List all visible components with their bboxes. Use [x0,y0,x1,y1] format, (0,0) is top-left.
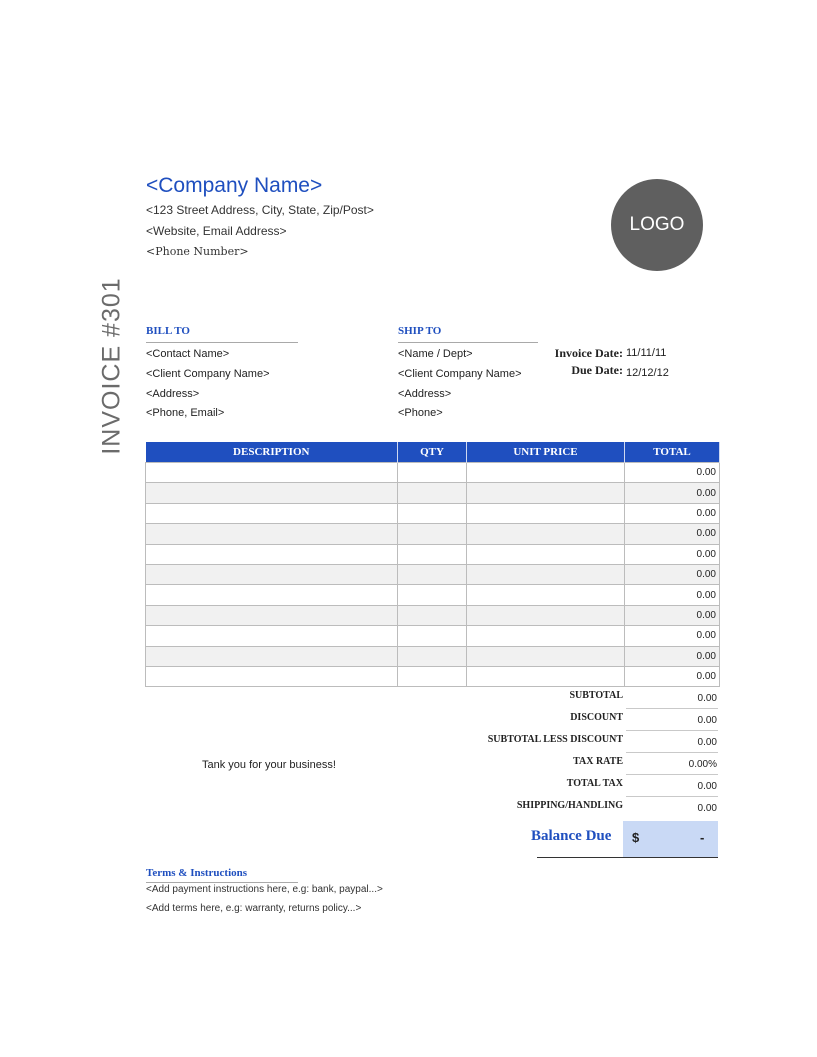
cell-unit-price[interactable] [467,666,625,686]
logo [611,179,703,271]
subtotal-less-discount-value: 0.00 [697,737,717,748]
bill-to-heading: BILL TO [146,325,298,343]
cell-total: 0.00 [625,605,720,625]
cell-description[interactable] [146,503,398,523]
table-row [146,483,720,503]
invoice-date-label: Invoice Date: [554,346,623,360]
cell-description[interactable] [146,626,398,646]
tax-rate-label: TAX RATE [573,756,623,767]
thank-you-note: Tank you for your business! [202,759,336,771]
cell-qty[interactable] [398,463,467,483]
terms-heading: Terms & Instructions [146,867,298,883]
shipping-handling-value[interactable]: 0.00 [697,803,717,814]
cell-total: 0.00 [625,585,720,605]
cell-qty[interactable] [398,564,467,584]
summary-divider [626,796,718,797]
discount-value[interactable]: 0.00 [697,715,717,726]
subtotal-less-discount-label: SUBTOTAL LESS DISCOUNT [487,734,623,745]
balance-amount: - [700,830,705,845]
cell-description[interactable] [146,646,398,666]
balance-underline [537,857,623,858]
cell-qty[interactable] [398,626,467,646]
total-tax-value: 0.00 [697,781,717,792]
due-date-value: 12/12/12 [626,367,669,379]
column-header-description: DESCRIPTION [146,442,398,463]
cell-unit-price[interactable] [467,544,625,564]
cell-total: 0.00 [625,483,720,503]
table-row [146,646,720,666]
shipping-handling-label: SHIPPING/HANDLING [516,800,623,811]
cell-total: 0.00 [625,666,720,686]
discount-label: DISCOUNT [570,712,623,723]
ship-to-line: <Name / Dept> [398,348,473,360]
cell-qty[interactable] [398,544,467,564]
due-date-label: Due Date: [571,363,623,377]
company-web-email: <Website, Email Address> [146,224,287,238]
cell-qty[interactable] [398,524,467,544]
bill-to-line: <Client Company Name> [146,368,270,380]
cell-description[interactable] [146,585,398,605]
table-row [146,666,720,686]
cell-qty[interactable] [398,585,467,605]
logo-text: LOGO [629,214,685,235]
total-tax-label: TOTAL TAX [566,778,623,789]
cell-qty[interactable] [398,483,467,503]
column-header-total: TOTAL [625,442,720,463]
cell-description[interactable] [146,483,398,503]
cell-unit-price[interactable] [467,585,625,605]
cell-unit-price[interactable] [467,483,625,503]
company-name: <Company Name> [146,174,323,197]
summary-divider [626,730,718,731]
items-table [145,442,720,687]
ship-to-line: <Address> [398,388,452,400]
ship-to-line: <Client Company Name> [398,368,522,380]
summary-divider [626,752,718,753]
table-row [146,585,720,605]
company-address: <123 Street Address, City, State, Zip/Post> [146,203,374,217]
cell-unit-price[interactable] [467,605,625,625]
cell-total: 0.00 [625,503,720,523]
balance-currency: $ [632,830,640,845]
ship-to-line: <Phone> [398,407,443,419]
table-header-row [146,442,720,463]
table-row [146,544,720,564]
cell-total: 0.00 [625,564,720,584]
summary-divider [626,774,718,775]
cell-description[interactable] [146,544,398,564]
cell-total: 0.00 [625,524,720,544]
table-row [146,626,720,646]
bill-to-line: <Address> [146,388,200,400]
cell-qty[interactable] [398,646,467,666]
cell-unit-price[interactable] [467,646,625,666]
cell-unit-price[interactable] [467,503,625,523]
cell-total: 0.00 [625,626,720,646]
terms-line: <Add terms here, e.g: warranty, returns policy...> [146,903,362,914]
table-row [146,524,720,544]
cell-total: 0.00 [625,463,720,483]
summary-divider [626,708,718,709]
cell-qty[interactable] [398,605,467,625]
ship-to-heading: SHIP TO [398,325,538,343]
cell-description[interactable] [146,463,398,483]
cell-qty[interactable] [398,503,467,523]
cell-description[interactable] [146,666,398,686]
cell-total: 0.00 [625,544,720,564]
cell-unit-price[interactable] [467,463,625,483]
cell-description[interactable] [146,564,398,584]
subtotal-label: SUBTOTAL [569,690,623,701]
invoice-title: INVOICE #301 [97,277,126,455]
cell-unit-price[interactable] [467,564,625,584]
bill-to-line: <Phone, Email> [146,407,225,419]
cell-unit-price[interactable] [467,524,625,544]
subtotal-value: 0.00 [697,693,717,704]
balance-due-label: Balance Due [531,828,612,844]
column-header-qty: QTY [398,442,467,463]
bill-to-line: <Contact Name> [146,348,230,360]
table-row [146,564,720,584]
cell-qty[interactable] [398,666,467,686]
cell-total: 0.00 [625,646,720,666]
terms-line: <Add payment instructions here, e.g: bank, paypal...> [146,884,383,895]
tax-rate-value[interactable]: 0.00% [688,759,717,770]
cell-unit-price[interactable] [467,626,625,646]
table-row [146,503,720,523]
column-header-unit-price: UNIT PRICE [467,442,625,463]
cell-description[interactable] [146,605,398,625]
table-row [146,605,720,625]
cell-description[interactable] [146,524,398,544]
invoice-date-value: 11/11/11 [626,347,667,359]
table-row [146,463,720,483]
company-phone: <Phone Number> [146,245,249,258]
